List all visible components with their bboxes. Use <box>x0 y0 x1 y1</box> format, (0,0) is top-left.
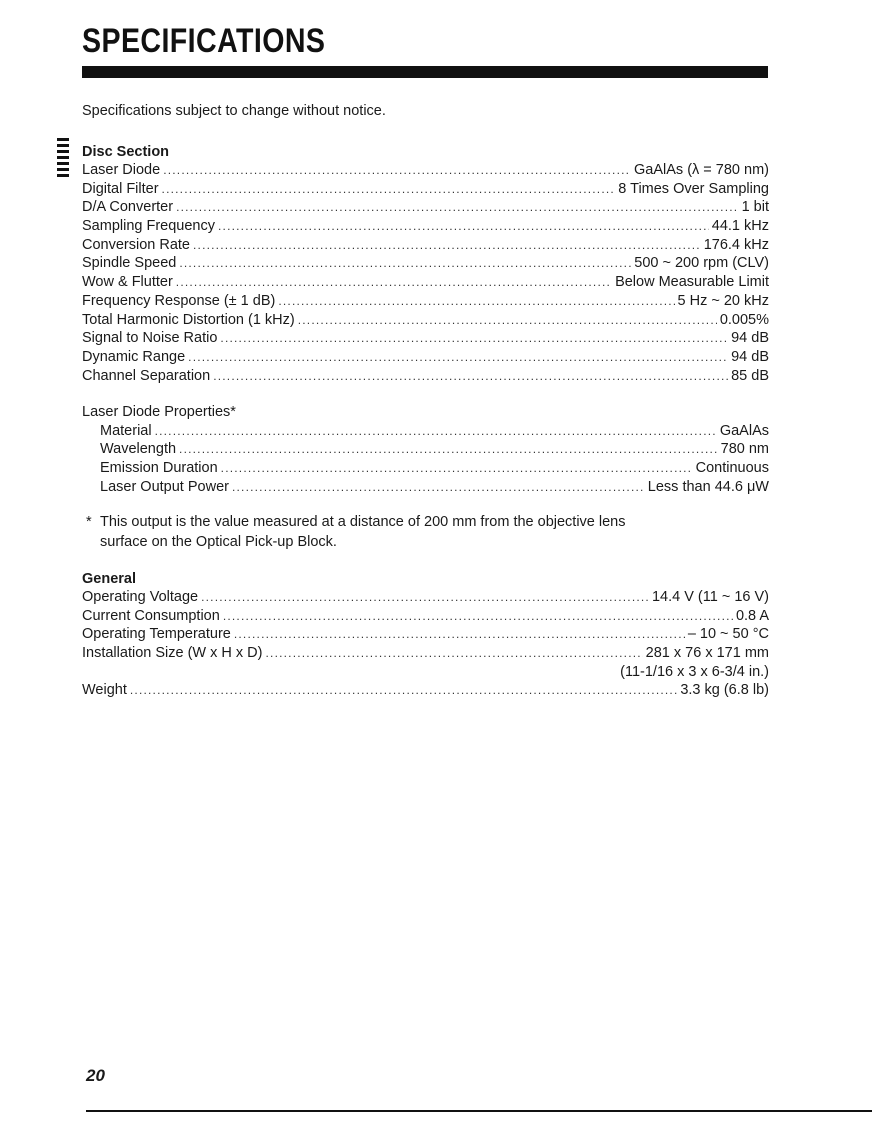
spec-row <box>82 329 769 348</box>
spec-value: GaAlAs (λ = 780 nm) <box>634 162 769 178</box>
footnote-line: This output is the value measured at a distance of 200 mm from the objective lens <box>100 514 626 530</box>
dot-leader <box>176 273 612 292</box>
spec-row <box>82 459 769 478</box>
spec-value: 14.4 V (11 ~ 16 V) <box>651 589 769 605</box>
title-rule <box>82 66 768 78</box>
spec-row <box>82 348 769 367</box>
spec-row-weight <box>82 681 769 700</box>
spec-row <box>82 588 769 607</box>
spec-value: 500 ~ 200 rpm (CLV) <box>634 255 769 272</box>
spec-label: Wow & Flutter <box>82 274 173 291</box>
spec-value: 1 bit <box>741 199 769 216</box>
spec-row <box>82 273 769 292</box>
dot-leader <box>188 348 728 367</box>
dot-leader <box>201 588 649 607</box>
dot-leader <box>278 292 674 311</box>
general-section <box>82 570 769 700</box>
spec-value: – 10 ~ 50 °C <box>687 626 769 643</box>
laser-spec-list <box>82 422 769 497</box>
spec-label: Laser Output Power <box>100 478 229 495</box>
dot-leader <box>179 254 631 273</box>
bottom-rule <box>86 1110 872 1112</box>
spec-label: Channel Separation <box>82 367 211 384</box>
spec-row <box>82 254 769 273</box>
spec-row <box>82 161 769 180</box>
dot-leader <box>130 681 677 700</box>
spec-label: Wavelength <box>100 441 177 458</box>
dot-leader <box>162 180 616 199</box>
section-heading: Disc Section <box>82 144 170 160</box>
dot-leader <box>232 478 645 497</box>
dot-leader <box>176 198 739 217</box>
change-notice: Specifications subject to change without notice. <box>82 103 386 119</box>
general-spec-list <box>82 588 769 663</box>
spec-label: Signal to Noise Ratio <box>82 330 218 347</box>
section-heading: General <box>82 571 136 587</box>
dot-leader <box>163 161 631 180</box>
spec-value: Continuous <box>695 460 769 477</box>
spec-label: Laser Diode <box>82 162 161 178</box>
dot-leader <box>218 217 709 236</box>
footnote-marker: * <box>86 514 92 530</box>
spec-row <box>82 607 769 626</box>
dot-leader <box>221 459 693 478</box>
dot-leader <box>298 311 717 330</box>
spec-label: Dynamic Range <box>82 348 186 365</box>
spec-row <box>82 367 769 386</box>
spec-label: Frequency Response (± 1 dB) <box>82 292 276 309</box>
spec-value: 281 x 76 x 171 mm <box>645 645 769 662</box>
footnote-line: surface on the Optical Pick-up Block. <box>100 534 337 550</box>
dot-leader <box>155 422 717 441</box>
spec-label: Current Consumption <box>82 607 220 624</box>
spec-row <box>82 292 769 311</box>
dot-leader <box>266 644 643 663</box>
dot-leader <box>179 440 718 459</box>
spec-label: Weight <box>82 682 127 699</box>
dot-leader <box>223 607 733 626</box>
spec-value: 85 dB <box>731 367 769 384</box>
spec-row <box>82 180 769 199</box>
spec-label: Spindle Speed <box>82 255 177 272</box>
installation-size-inches: (11-1/16 x 3 x 6-3/4 in.) <box>620 663 769 680</box>
spec-value: 8 Times Over Sampling <box>618 180 769 197</box>
spec-label: Operating Voltage <box>82 589 199 605</box>
laser-diode-properties <box>82 403 769 496</box>
spec-label: Digital Filter <box>82 180 159 197</box>
spec-row <box>82 625 769 644</box>
spec-label: Operating Temperature <box>82 626 231 643</box>
spec-label: Emission Duration <box>100 460 218 477</box>
spec-value: 0.8 A <box>735 607 769 624</box>
spec-label: Installation Size (W x H x D) <box>82 645 263 662</box>
spec-label: Conversion Rate <box>82 236 190 253</box>
spec-row <box>82 311 769 330</box>
spec-row <box>82 422 769 441</box>
spec-value: 780 nm <box>720 441 769 458</box>
spec-value: 176.4 kHz <box>703 236 769 253</box>
spec-label: D/A Converter <box>82 199 174 216</box>
page-title: SPECIFICATIONS <box>82 22 326 60</box>
dot-leader <box>220 329 728 348</box>
spec-value: 5 Hz ~ 20 kHz <box>677 292 769 309</box>
spec-value: Below Measurable Limit <box>615 274 769 291</box>
disc-section <box>82 143 769 385</box>
spec-value: 3.3 kg (6.8 lb) <box>680 682 769 699</box>
spec-row <box>82 440 769 459</box>
spec-row <box>82 478 769 497</box>
dot-leader <box>193 236 701 255</box>
page-number: 20 <box>86 1066 105 1085</box>
dot-leader <box>213 367 728 386</box>
spec-row <box>82 644 769 663</box>
spec-row <box>82 198 769 217</box>
spec-value: Less than 44.6 μW <box>647 478 769 495</box>
spec-value: 94 dB <box>731 348 769 365</box>
spec-value: 94 dB <box>731 330 769 347</box>
spec-value: 44.1 kHz <box>711 218 769 235</box>
spec-label: Total Harmonic Distortion (1 kHz) <box>82 311 295 328</box>
spec-label: Material <box>100 422 152 439</box>
spec-label: Sampling Frequency <box>82 218 215 235</box>
spec-row <box>82 236 769 255</box>
subsection-heading: Laser Diode Properties* <box>82 404 236 420</box>
disc-spec-list <box>82 161 769 385</box>
spec-row <box>82 217 769 236</box>
footnote <box>86 512 766 552</box>
spec-value: 0.005% <box>719 311 769 328</box>
margin-index-mark <box>57 138 69 192</box>
spec-value: GaAlAs <box>719 422 769 439</box>
dot-leader <box>234 625 685 644</box>
